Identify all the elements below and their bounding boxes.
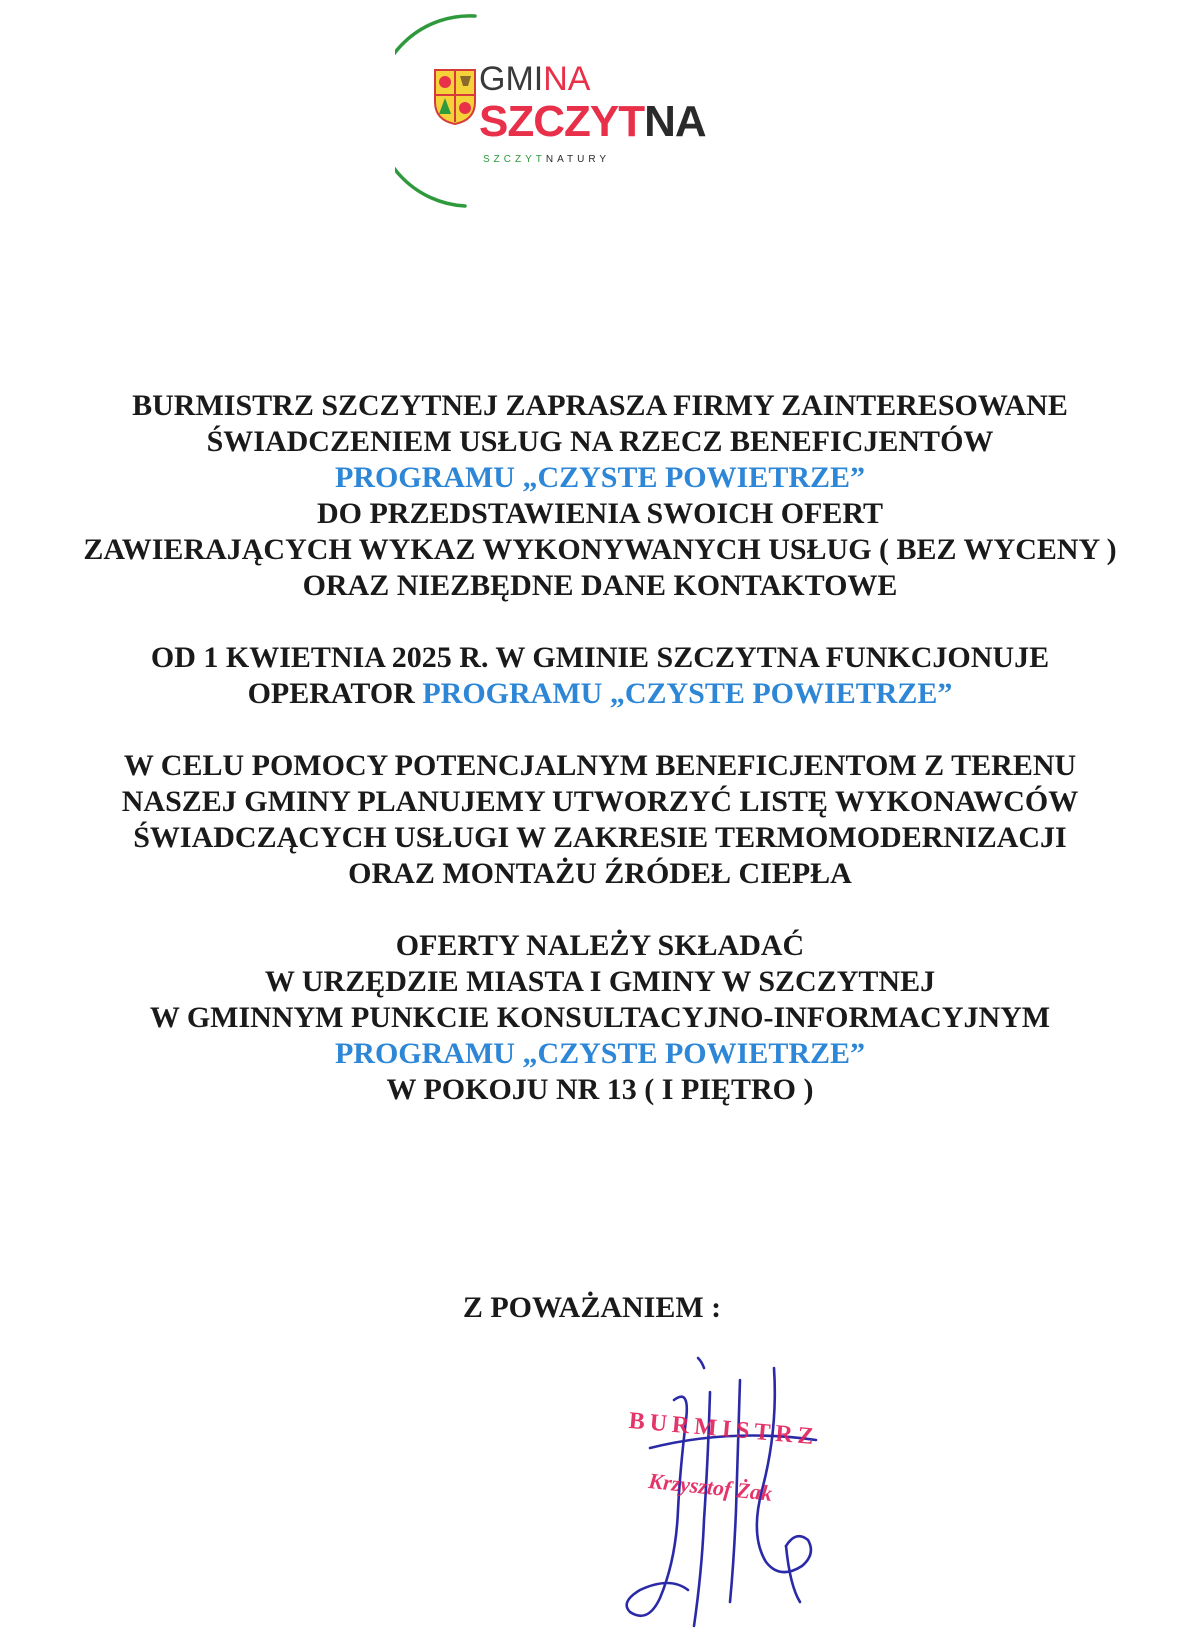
stamp-title: BURMISTRZ	[627, 1408, 820, 1451]
text-segment: ŚWIADCZĄCYCH USŁUGI W ZAKRESIE TERMOMODERNIZACJI	[133, 821, 1067, 854]
closing-text: Z POWAŻANIEM :	[462, 1291, 722, 1324]
text-segment: OPERATOR	[247, 677, 423, 710]
program-name-highlight: PROGRAMU „CZYSTE POWIETRZE”	[334, 1037, 866, 1070]
text-line	[0, 568, 1200, 604]
text-line	[0, 424, 1200, 460]
logo-tagline	[483, 155, 610, 165]
text-segment: OFERTY NALEŻY SKŁADAĆ	[395, 929, 805, 962]
text-line	[0, 820, 1200, 856]
text-line	[0, 964, 1200, 1000]
stamp-name: Krzysztof Żak	[647, 1468, 774, 1506]
text-line	[0, 388, 1200, 424]
text-segment: W POKOJU NR 13 ( I PIĘTRO )	[386, 1073, 814, 1106]
text-line	[0, 496, 1200, 532]
logo-wordmark-szczytna	[479, 97, 706, 146]
logo-wordmark-part: SZCZYT	[479, 97, 645, 146]
logo-tagline-part: SZCZYT	[483, 154, 546, 165]
text-segment: OD 1 KWIETNIA 2025 R. W GMINIE SZCZYTNA FUNKCJONUJE	[150, 641, 1050, 674]
closing-phrase	[0, 1290, 1200, 1326]
paragraph	[0, 748, 1200, 892]
text-segment: ORAZ NIEZBĘDNE DANE KONTAKTOWE	[302, 569, 898, 602]
text-segment: ORAZ MONTAŻU ŹRÓDEŁ CIEPŁA	[348, 857, 852, 890]
logo-wordmark-part: NA	[644, 97, 706, 146]
text-line	[0, 1000, 1200, 1036]
text-segment: W CELU POMOCY POTENCJALNYM BENEFICJENTOM Z TERENU	[123, 749, 1077, 782]
logo-wordmark-gmina	[479, 62, 590, 96]
text-line	[0, 460, 1200, 496]
text-segment: W GMINNYM PUNKCIE KONSULTACYJNO-INFORMACYJNYM	[149, 1001, 1051, 1034]
text-segment: NASZEJ GMINY PLANUJEMY UTWORZYĆ LISTĘ WYKONAWCÓW	[121, 785, 1079, 818]
text-line	[0, 928, 1200, 964]
program-name-highlight: PROGRAMU „CZYSTE POWIETRZE”	[334, 461, 866, 494]
paragraph	[0, 640, 1200, 712]
text-segment: BURMISTRZ SZCZYTNEJ ZAPRASZA FIRMY ZAINTERESOWANE	[132, 389, 1068, 422]
text-line	[0, 640, 1200, 676]
text-segment: ZAWIERAJĄCYCH WYKAZ WYKONYWANYCH USŁUG ( BEZ WYCENY )	[83, 533, 1117, 566]
paragraph	[0, 928, 1200, 1108]
paragraph	[0, 388, 1200, 604]
gmina-logo	[395, 10, 755, 210]
text-line	[0, 784, 1200, 820]
text-line	[0, 856, 1200, 892]
announcement-body	[0, 388, 1200, 1144]
coat-of-arms-icon	[433, 68, 477, 126]
logo-tagline-part: NATURY	[545, 154, 611, 165]
text-line	[0, 1072, 1200, 1108]
text-line	[0, 748, 1200, 784]
text-segment: ŚWIADCZENIEM USŁUG NA RZECZ BENEFICJENTÓW	[206, 425, 994, 458]
logo-wordmark-part: GMI	[479, 60, 544, 98]
logo-wordmark-part: NA	[543, 60, 591, 98]
text-line	[0, 532, 1200, 568]
program-name-highlight: PROGRAMU „CZYSTE POWIETRZE”	[422, 677, 953, 710]
text-line	[0, 1036, 1200, 1072]
text-segment: DO PRZEDSTAWIENIA SWOICH OFERT	[316, 497, 883, 530]
text-segment: W URZĘDZIE MIASTA I GMINY W SZCZYTNEJ	[264, 965, 936, 998]
text-line	[0, 676, 1200, 712]
